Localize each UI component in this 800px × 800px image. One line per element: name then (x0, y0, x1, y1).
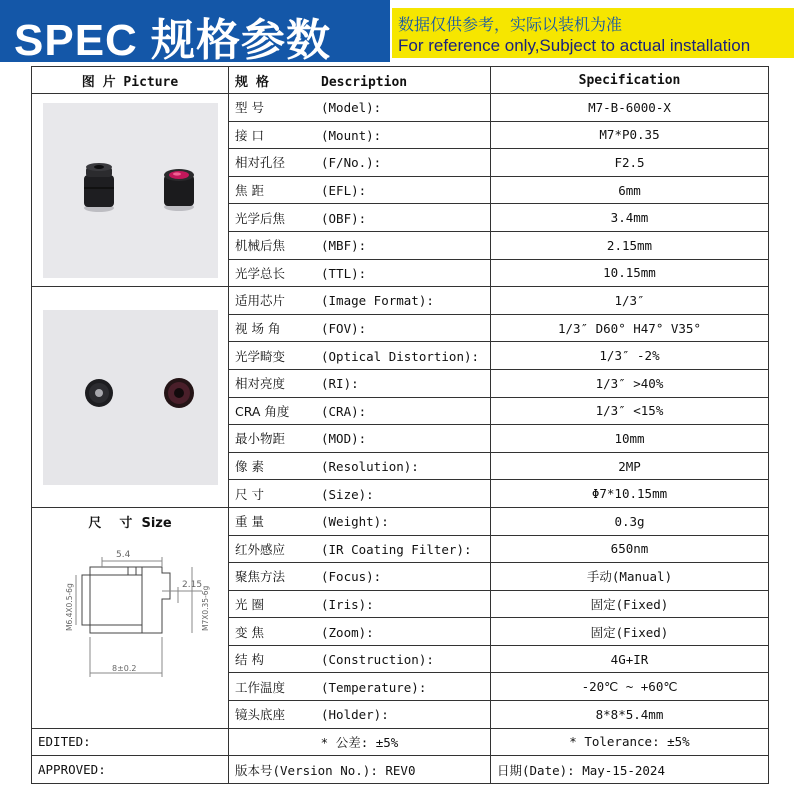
spec-label (229, 673, 491, 701)
spec-label (229, 149, 491, 177)
spec-label-en: (Model): (321, 100, 382, 116)
size-drawing-cell (32, 507, 229, 728)
spec-label-cn: 变 焦 (235, 624, 264, 640)
spec-label-en: (Construction): (321, 652, 434, 668)
spec-value: 1/3″ D60° H47° V35° (491, 314, 769, 342)
lens-front-view-icon (164, 169, 194, 211)
spec-label-cn: 相对亮度 (235, 376, 286, 392)
spec-label-en: (Weight): (321, 514, 389, 530)
spec-value: 1/3″ <15% (491, 397, 769, 425)
spec-label-en: (Optical Distortion): (321, 348, 480, 364)
spec-label-cn: 视 场 角 (235, 321, 281, 337)
spec-label (229, 535, 491, 563)
spec-label-en: (F/No.): (321, 155, 382, 171)
spec-value: 1/3″ -2% (491, 342, 769, 370)
lens-rear-view-icon (164, 378, 194, 408)
spec-label (229, 452, 491, 480)
spec-value: 2MP (491, 452, 769, 480)
spec-value: F2.5 (491, 149, 769, 177)
spec-label-cn: 镜头底座 (235, 707, 286, 723)
spec-label-cn: 光学总长 (235, 265, 286, 281)
header-description (229, 67, 491, 94)
spec-label-cn: 重 量 (235, 514, 264, 530)
spec-label-en: (MOD): (321, 431, 367, 447)
spec-label (229, 618, 491, 646)
tolerance-en: * Tolerance: ±5% (491, 728, 769, 756)
spec-label-en: (EFL): (321, 183, 367, 199)
spec-label-cn: 机械后焦 (235, 238, 286, 254)
spec-value: Φ7*10.15mm (491, 480, 769, 508)
table-row (32, 287, 769, 315)
spec-label-en: (Holder): (321, 707, 389, 723)
spec-value: 10.15mm (491, 259, 769, 287)
photo-cell-2 (32, 287, 229, 508)
spec-label-cn: 光 圈 (235, 596, 264, 612)
spec-label-en: (OBF): (321, 210, 367, 226)
spec-label (229, 645, 491, 673)
lens-top-view-icon (85, 379, 113, 407)
tolerance-cn: * 公差: ±5% (229, 728, 491, 756)
spec-value: 固定(Fixed) (491, 590, 769, 618)
spec-label-cn: 焦 距 (235, 183, 264, 199)
banner-title: SPEC 规格参数 (14, 16, 332, 65)
spec-value: 6mm (491, 176, 769, 204)
spec-label-en: (Zoom): (321, 624, 374, 640)
dim-length-label: 5.4 (116, 549, 131, 560)
spec-label-en: (RI): (321, 376, 359, 392)
spec-label-en: (Focus): (321, 569, 382, 585)
spec-value: 手动(Manual) (491, 563, 769, 591)
header-picture: 图 片 Picture (32, 67, 229, 94)
spec-label-en: (Resolution): (321, 459, 419, 475)
spec-label-cn: CRA 角度 (235, 403, 290, 419)
edited-label: EDITED: (32, 728, 229, 756)
spec-value: 650nm (491, 535, 769, 563)
dimension-drawing (32, 531, 227, 711)
spec-label (229, 231, 491, 259)
spec-label (229, 314, 491, 342)
spec-value: 1/3″ (491, 287, 769, 315)
header-desc-en: Description (321, 74, 408, 90)
spec-label-en: (Mount): (321, 127, 382, 143)
spec-label-en: (Temperature): (321, 679, 427, 695)
header-specification: Specification (491, 67, 769, 94)
spec-label (229, 397, 491, 425)
table-header-row (32, 67, 769, 94)
lens-photo-front-image (43, 103, 218, 278)
dim-thread-right-label: M7X0.35-6g (201, 585, 210, 631)
spec-value: 1/3″ >40% (491, 369, 769, 397)
lens-photo-top-image (43, 310, 218, 485)
spec-value: 固定(Fixed) (491, 618, 769, 646)
spec-label (229, 480, 491, 508)
spec-value: 10mm (491, 425, 769, 453)
spec-value: 8*8*5.4mm (491, 701, 769, 729)
dim-total-label: 8±0.2 (112, 663, 137, 673)
spec-label-cn: 型 号 (235, 100, 264, 116)
spec-label (229, 204, 491, 232)
spec-value: M7*P0.35 (491, 121, 769, 149)
table-row (32, 94, 769, 122)
spec-label-en: (Image Format): (321, 293, 434, 309)
spec-value: -20℃ ~ +60℃ (491, 673, 769, 701)
spec-label-en: (TTL): (321, 265, 367, 281)
spec-label (229, 287, 491, 315)
spec-label-en: (IR Coating Filter): (321, 541, 472, 557)
spec-label (229, 425, 491, 453)
table-row (32, 507, 769, 535)
photo-cell-1 (32, 94, 229, 287)
spec-label (229, 259, 491, 287)
spec-label (229, 590, 491, 618)
spec-label-cn: 相对孔径 (235, 155, 286, 171)
spec-label-en: (Size): (321, 486, 374, 502)
spec-table (31, 66, 769, 784)
spec-label-cn: 像 素 (235, 459, 264, 475)
footer-row-approved (32, 756, 769, 784)
spec-label (229, 121, 491, 149)
banner-note-en: For reference only,Subject to actual installation (398, 36, 751, 55)
spec-label-en: (MBF): (321, 238, 367, 254)
spec-label-cn: 光学后焦 (235, 210, 286, 226)
spec-label (229, 507, 491, 535)
spec-label-cn: 光学畸变 (235, 348, 286, 364)
spec-label-en: (Iris): (321, 596, 374, 612)
spec-banner (0, 0, 800, 65)
version-number: 版本号(Version No.): REV0 (229, 756, 491, 784)
spec-label (229, 563, 491, 591)
spec-label (229, 369, 491, 397)
spec-label-cn: 工作温度 (235, 679, 286, 695)
spec-value: 2.15mm (491, 231, 769, 259)
lens-photo-top (43, 310, 218, 485)
spec-label-en: (FOV): (321, 321, 367, 337)
spec-value: 3.4mm (491, 204, 769, 232)
spec-label (229, 94, 491, 122)
spec-value: 4G+IR (491, 645, 769, 673)
spec-label-cn: 最小物距 (235, 431, 286, 447)
release-date: 日期(Date): May-15-2024 (491, 756, 769, 784)
spec-label-cn: 结 构 (235, 652, 264, 668)
spec-label (229, 701, 491, 729)
spec-label-cn: 聚焦方法 (235, 569, 286, 585)
lens-photo-front (43, 103, 218, 278)
spec-label-cn: 红外感应 (235, 541, 286, 557)
size-title: 尺 寸 Size (88, 515, 172, 531)
spec-value: 0.3g (491, 507, 769, 535)
dim-backfocus-label: 2.15 (182, 579, 203, 590)
spec-label (229, 342, 491, 370)
spec-value: M7-B-6000-X (491, 94, 769, 122)
header-desc-cn: 规 格 (235, 74, 269, 90)
spec-label (229, 176, 491, 204)
spec-label-en: (CRA): (321, 403, 367, 419)
spec-label-cn: 接 口 (235, 127, 264, 143)
spec-label-cn: 尺 寸 (235, 486, 264, 502)
banner-note-cn: 数据仅供参考，实际以装机为准 (398, 15, 623, 34)
dim-thread-left-label: M6.4X0.5-6g (65, 583, 74, 631)
footer-row-edited (32, 728, 769, 756)
approved-label: APPROVED: (32, 756, 229, 784)
lens-side-view-icon (84, 163, 114, 212)
spec-label-cn: 适用芯片 (235, 293, 286, 309)
